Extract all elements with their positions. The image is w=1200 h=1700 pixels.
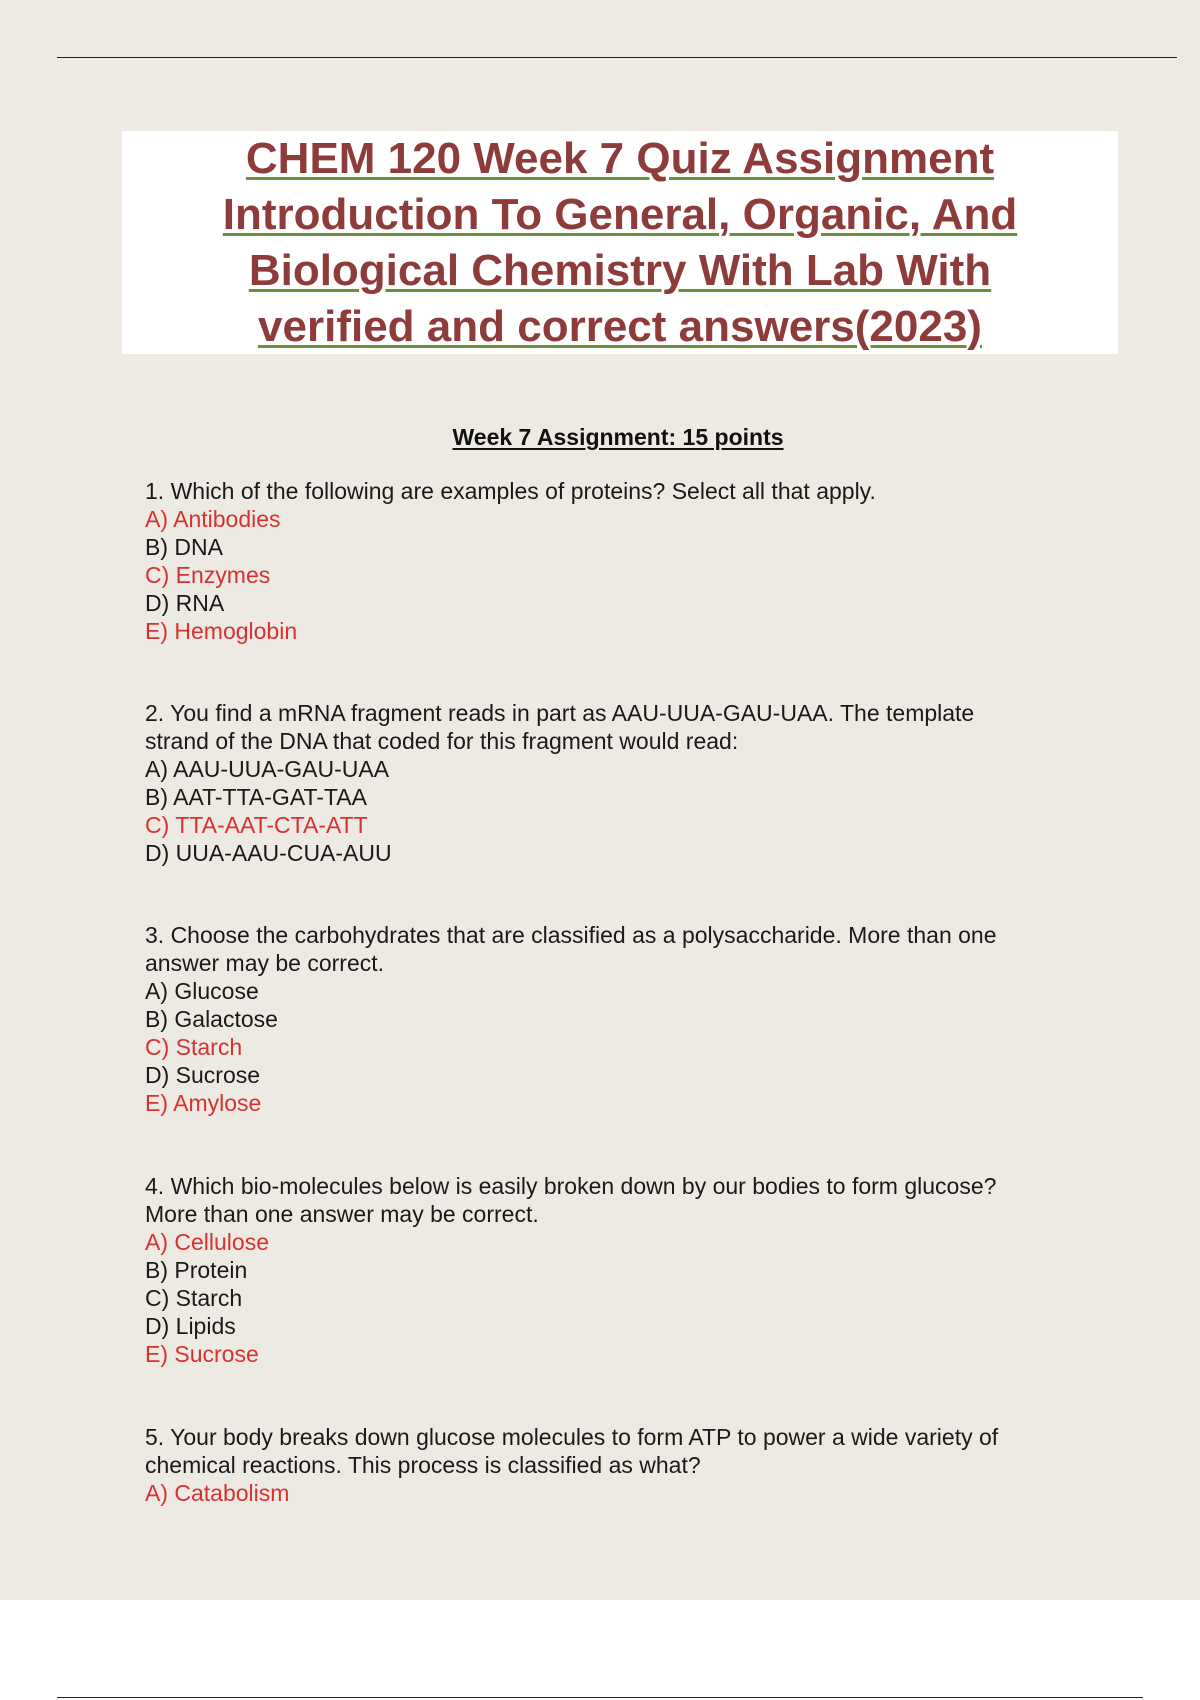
answer-option: D) Sucrose — [145, 1062, 261, 1088]
title-box — [122, 131, 1118, 354]
answer-option: B) DNA — [145, 534, 223, 560]
answer-option: D) UUA-AAU-CUA-AUU — [145, 840, 392, 866]
answer-option: B) Galactose — [145, 1006, 278, 1032]
answer-option-correct: E) Amylose — [145, 1090, 262, 1116]
question-text: 4. Which bio-molecules below is easily broken down by our bodies to form glucose? — [145, 1173, 997, 1199]
question-text: strand of the DNA that coded for this fragment would read: — [145, 728, 739, 754]
question-text: More than one answer may be correct. — [145, 1201, 539, 1227]
answer-option-correct: E) Sucrose — [145, 1341, 259, 1367]
top-rule — [57, 57, 1177, 58]
answer-option: A) AAU-UUA-GAU-UAA — [145, 756, 390, 782]
title-line: verified and correct answers(2023) — [258, 301, 982, 351]
question-text: 5. Your body breaks down glucose molecules to form ATP to power a wide variety of — [145, 1424, 999, 1450]
answer-option: D) Lipids — [145, 1313, 236, 1339]
question-1 — [145, 477, 1075, 645]
question-text: 1. Which of the following are examples of proteins? Select all that apply. — [145, 478, 876, 504]
question-2 — [145, 699, 1075, 867]
question-text: 3. Choose the carbohydrates that are classified as a polysaccharide. More than one — [145, 922, 997, 948]
assignment-subheading: Week 7 Assignment: 15 points — [452, 424, 784, 450]
title-line: CHEM 120 Week 7 Quiz Assignment — [245, 133, 995, 183]
answer-option-correct: A) Antibodies — [145, 506, 281, 532]
question-4 — [145, 1172, 1075, 1368]
answer-option-correct: E) Hemoglobin — [145, 618, 298, 644]
answer-option-correct: A) Catabolism — [145, 1480, 290, 1506]
answer-option: A) Glucose — [145, 978, 259, 1004]
answer-option-correct: C) Starch — [145, 1034, 243, 1060]
answer-option: B) Protein — [145, 1257, 248, 1283]
answer-option-correct: C) TTA-AAT-CTA-ATT — [145, 812, 368, 838]
question-text: chemical reactions. This process is classified as what? — [145, 1452, 701, 1478]
question-3 — [145, 921, 1075, 1117]
title-line: Introduction To General, Organic, And — [222, 189, 1018, 239]
question-5 — [145, 1423, 1075, 1507]
question-text: 2. You find a mRNA fragment reads in part as AAU-UUA-GAU-UAA. The template — [145, 700, 975, 726]
answer-option: C) Starch — [145, 1285, 243, 1311]
answer-option: B) AAT-TTA-GAT-TAA — [145, 784, 367, 810]
title-line: Biological Chemistry With Lab With — [248, 245, 992, 295]
bottom-rule — [57, 1697, 1143, 1698]
answer-option: D) RNA — [145, 590, 225, 616]
answer-option-correct: C) Enzymes — [145, 562, 271, 588]
answer-option-correct: A) Cellulose — [145, 1229, 269, 1255]
question-text: answer may be correct. — [145, 950, 385, 976]
